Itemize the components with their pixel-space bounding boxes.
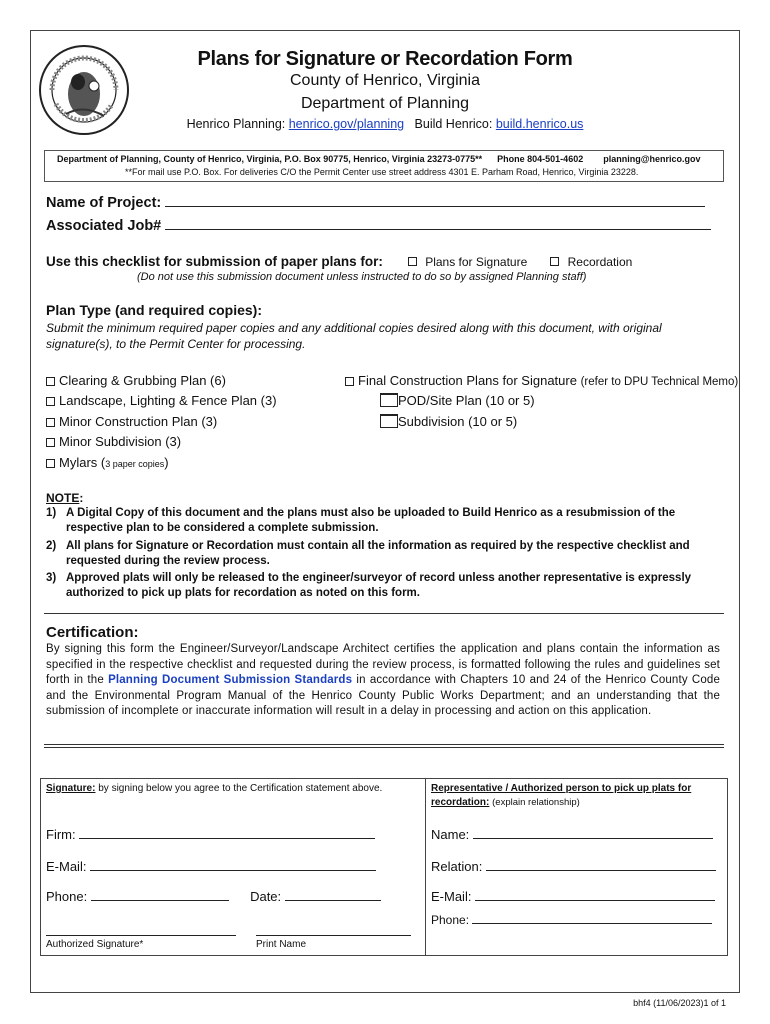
rep-email-label: E-Mail: xyxy=(431,889,472,904)
plan-item-minor-subdivision xyxy=(46,434,181,449)
plan-type-description: Submit the minimum required paper copies and any additional copies desired along with this document, with original signature(s), to the Permit Center for processing. xyxy=(46,321,662,351)
certification-text xyxy=(46,642,720,720)
name-row xyxy=(431,827,713,842)
authorized-signature-label: Authorized Signature* xyxy=(46,939,144,950)
mylars-label: Mylars ( xyxy=(59,455,106,470)
divider xyxy=(44,744,724,745)
mylars-copies: 3 paper copies xyxy=(105,459,165,469)
name-label: Name: xyxy=(431,827,470,842)
email-label: E-Mail: xyxy=(46,859,87,874)
project-name-row xyxy=(46,195,705,211)
note-number-2: 2) xyxy=(46,540,57,552)
header-links xyxy=(150,117,620,131)
department-name: Department of Planning xyxy=(300,95,470,112)
subdivision-label: Subdivision (10 or 5) xyxy=(398,414,518,429)
planning-link[interactable]: henrico.gov/planning xyxy=(288,117,405,131)
email-row xyxy=(46,859,376,874)
checklist-label: Use this checklist for submission of paper plans for: xyxy=(46,254,383,269)
divider xyxy=(44,613,724,614)
project-name-label: Name of Project: xyxy=(46,195,162,211)
final-construction-label: Final Construction Plans for Signature xyxy=(358,373,577,388)
associated-job-label: Associated Job# xyxy=(46,218,162,234)
address-email: planning@henrico.gov xyxy=(603,154,701,164)
clearing-checkbox[interactable] xyxy=(46,377,55,386)
phone-date-row xyxy=(46,889,381,904)
certification-title: Certification: xyxy=(46,624,139,641)
address-box xyxy=(44,150,724,182)
note-heading-row xyxy=(46,489,83,507)
plan-item-pod-site xyxy=(380,393,535,408)
relation-label: Relation: xyxy=(431,859,483,874)
recordation-checkbox[interactable] xyxy=(550,257,559,266)
subdivision-box[interactable] xyxy=(380,414,398,428)
pod-site-box[interactable] xyxy=(380,393,398,407)
project-name-input[interactable] xyxy=(165,206,705,207)
minor-construction-label: Minor Construction Plan (3) xyxy=(59,414,218,429)
note-item-2 xyxy=(46,539,730,569)
divider xyxy=(44,747,724,748)
note-heading: NOTE xyxy=(46,491,80,505)
note-text-3: Approved plats will only be released to the engineer/surveyor of record unless another representative is expressly authorized to pick up plats for recordation as noted on this form. xyxy=(66,572,692,599)
final-construction-checkbox[interactable] xyxy=(345,377,354,386)
date-input[interactable] xyxy=(285,900,381,901)
note-number-1: 1) xyxy=(46,507,57,519)
address-text: Department of Planning, County of Henrico, Virginia, P.O. Box 90775, Henrico, Virginia 23273-0775** xyxy=(57,154,483,164)
recordation-option-label: Recordation xyxy=(567,255,633,269)
certification-text-part1: By signing this form the Engineer/Surveyor/Landscape Architect certifies the application and plans contain the information as specified in the respective checklist and requested during the review process, is formatted following the rules and guidelines set forth in the xyxy=(46,643,720,686)
representative-label: Representative / Authorized person to pick up plats for recordation: xyxy=(431,783,692,808)
print-name-line[interactable] xyxy=(256,935,411,936)
county-seal-logo xyxy=(38,44,130,136)
note-colon: : xyxy=(79,491,84,505)
plan-item-landscape xyxy=(46,393,277,408)
build-link[interactable]: build.henrico.us xyxy=(495,117,584,131)
plan-type-heading: Plan Type (and required copies): xyxy=(46,302,263,318)
note-item-3 xyxy=(46,571,730,601)
address-phone: Phone 804-501-4602 xyxy=(497,154,584,164)
signature-heading xyxy=(46,783,382,794)
rep-email-input[interactable] xyxy=(475,900,715,901)
rep-phone-input[interactable] xyxy=(472,923,712,924)
associated-job-input[interactable] xyxy=(165,229,711,230)
build-label: Build Henrico: xyxy=(414,117,493,131)
clearing-label: Clearing & Grubbing Plan (6) xyxy=(59,373,226,388)
checklist-instruction: (Do not use this submission document unless instructed to do so by assigned Planning staff) xyxy=(137,271,587,283)
certification-text-part2: in accordance with Chapters 10 and 24 of the Henrico County Code and the Environmental Program Manual of the Henrico County Public Works Department; and an understanding that the submission of incomplete or inaccurate information will result in a delay in processing and action on this application. xyxy=(46,674,721,717)
firm-label: Firm: xyxy=(46,827,76,842)
rep-phone-label: Phone: xyxy=(431,913,470,927)
checklist-row xyxy=(46,253,632,271)
signature-label: Signature: xyxy=(46,783,96,794)
submission-standards-link[interactable]: Planning Document Submission Standards xyxy=(108,674,353,686)
footer-code: bhf4 (11/06/2023)1 of 1 xyxy=(633,998,726,1008)
county-name: County of Henrico, Virginia xyxy=(289,72,481,89)
form-title: Plans for Signature or Recordation Form xyxy=(197,48,573,70)
relation-input[interactable] xyxy=(486,870,716,871)
final-construction-note: (refer to DPU Technical Memo) xyxy=(580,376,739,388)
mylars-checkbox[interactable] xyxy=(46,459,55,468)
signature-label-note: by signing below you agree to the Certification statement above. xyxy=(95,783,383,794)
phone-input[interactable] xyxy=(91,900,229,901)
rep-email-row xyxy=(431,889,715,904)
representative-note: (explain relationship) xyxy=(492,797,580,808)
note-item-1 xyxy=(46,506,730,536)
address-line-1 xyxy=(57,154,717,164)
landscape-label: Landscape, Lighting & Fence Plan (3) xyxy=(59,393,277,408)
plan-item-mylars xyxy=(46,455,169,470)
relation-row xyxy=(431,859,716,874)
signature-box xyxy=(40,778,728,956)
note-number-3: 3) xyxy=(46,572,57,584)
minor-subdivision-label: Minor Subdivision (3) xyxy=(59,434,182,449)
signature-checkbox[interactable] xyxy=(408,257,417,266)
note-text-2: All plans for Signature or Recordation must contain all the information as required by the respective checklist and requested during the review process. xyxy=(66,540,690,567)
firm-input[interactable] xyxy=(79,838,375,839)
rep-phone-row xyxy=(431,913,712,927)
mylars-close: ) xyxy=(164,455,169,470)
phone-label: Phone: xyxy=(46,889,88,904)
pod-site-label: POD/Site Plan (10 or 5) xyxy=(398,393,535,408)
authorized-signature-line[interactable] xyxy=(46,935,236,936)
minor-subdivision-checkbox[interactable] xyxy=(46,438,55,447)
minor-construction-checkbox[interactable] xyxy=(46,418,55,427)
name-input[interactable] xyxy=(473,838,713,839)
signature-option-label: Plans for Signature xyxy=(425,255,528,269)
plan-item-clearing xyxy=(46,373,226,388)
note-text-1: A Digital Copy of this document and the plans must also be uploaded to Build Henrico as a resubmission of the respective plan to be considered a complete submission. xyxy=(66,507,676,534)
firm-row xyxy=(46,827,375,842)
date-label: Date: xyxy=(250,889,282,904)
plan-item-final-construction xyxy=(345,373,738,388)
email-input[interactable] xyxy=(90,870,376,871)
address-line-2: **For mail use P.O. Box. For deliveries C/O the Permit Center use street address 4301 E. Parham Road, Henrico, Virginia 23228. xyxy=(125,167,639,177)
plan-item-subdivision xyxy=(380,414,517,429)
associated-job-row xyxy=(46,218,711,234)
print-name-label: Print Name xyxy=(256,939,307,950)
planning-label: Henrico Planning: xyxy=(186,117,286,131)
representative-heading xyxy=(431,782,721,810)
landscape-checkbox[interactable] xyxy=(46,397,55,406)
signature-box-divider xyxy=(425,779,426,955)
plan-item-minor-construction xyxy=(46,414,217,429)
